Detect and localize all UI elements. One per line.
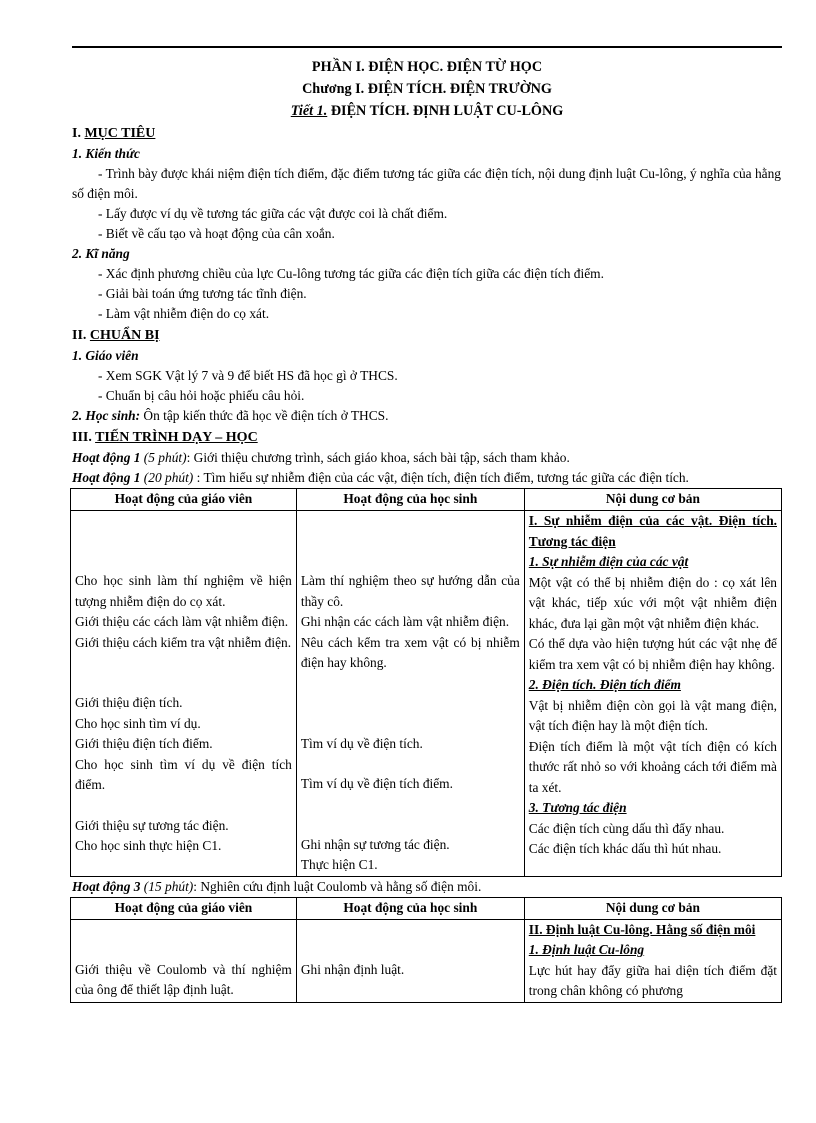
header-content: Nội dung cơ bản <box>524 897 781 919</box>
content-heading: I. Sự nhiễm điện của các vật. Điện tích. Tương tác điện <box>528 513 777 549</box>
activity-table-2 <box>70 897 782 1003</box>
student-cell <box>296 919 524 1002</box>
header-student: Hoạt động của học sinh <box>296 897 524 919</box>
activity-1 <box>72 448 782 468</box>
content-paragraph: Điện tích điểm là một vật tích điện có kích thước rất nhỏ so với khoảng cách tới điểm mà ta xét. <box>528 738 777 795</box>
content-paragraph: Có thể dựa vào hiện tượng hút các vật nhẹ để kiểm tra xem vật có bị nhiễm điện hay không. <box>528 636 777 672</box>
teacher-item-1: - Xem SGK Vật lý 7 và 9 để biết HS đã học gì ở THCS. <box>98 368 398 383</box>
chapter-title: Chương I. ĐIỆN TÍCH. ĐIỆN TRƯỜNG <box>302 81 552 97</box>
content-subheading: 1. Sự nhiễm điện của các vật <box>528 554 689 569</box>
activity-2 <box>72 468 782 488</box>
activity-label: Hoạt động 3 <box>72 878 141 894</box>
activity-text: : Nghiên cứu định luật Coulomb và hằng số điện môi. <box>193 878 482 894</box>
section-title: CHUẨN BỊ <box>89 328 160 343</box>
activity-time: (15 phút) <box>140 878 194 894</box>
teacher-step: Cho học sinh tìm ví dụ. <box>75 715 201 731</box>
part-title: PHẦN I. ĐIỆN HỌC. ĐIỆN TỪ HỌC <box>311 59 543 75</box>
teacher-step: Giới thiệu điện tích. <box>75 695 183 710</box>
student-step: Ghi nhận các cách làm vật nhiễm điện. <box>300 614 510 629</box>
content-paragraph: Lực hút hay đẩy giữa hai diện tích điểm đặt trong chân không có phương <box>528 962 777 998</box>
activity-label: Hoạt động 1 <box>72 450 141 465</box>
student-prep-label: 2. Học sinh: <box>72 408 141 423</box>
title-block <box>72 56 782 122</box>
activity-time: (20 phút) <box>140 470 194 485</box>
activity-table-1 <box>70 488 782 877</box>
table-row <box>71 919 782 1002</box>
section-title: MỤC TIÊU <box>84 126 156 141</box>
section-number: III. <box>72 430 96 445</box>
student-step: Ghi nhận sự tương tác điện. <box>300 836 450 852</box>
student-prep-text: Ôn tập kiến thức đã học về điện tích ở THCS. <box>140 408 389 423</box>
teacher-cell <box>71 511 297 877</box>
content-paragraph: Các điện tích cùng dấu thì đẩy nhau. <box>528 820 725 836</box>
header-teacher: Hoạt động của giáo viên <box>71 897 297 919</box>
document-page <box>72 44 782 1003</box>
content-paragraph: Vật bị nhiễm điện còn gọi là vật mang điện, vật tích điện hay là một điện tích. <box>528 697 777 733</box>
teacher-item-2: - Chuẩn bị câu hỏi hoặc phiếu câu hỏi. <box>98 388 305 403</box>
skill-item-2: - Giải bài toán ứng tương tác tĩnh điện. <box>98 286 307 301</box>
lesson-name: ĐIỆN TÍCH. ĐỊNH LUẬT CU-LÔNG <box>327 103 564 119</box>
student-cell <box>296 511 524 877</box>
teacher-step: Cho học sinh thực hiện C1. <box>75 838 222 853</box>
teacher-step: Cho học sinh tìm ví dụ về điện tích điểm. <box>75 756 292 792</box>
content-subheading: 2. Điện tích. Điện tích điểm <box>528 677 681 692</box>
teacher-cell <box>71 919 297 1002</box>
activity-text: : Tìm hiểu sự nhiễm điện của các vật, điện tích, điện tích điểm, tương tác giữa các điện tích. <box>193 470 689 485</box>
student-step: Tìm ví dụ về điện tích điểm. <box>300 776 453 791</box>
teacher-step: Cho học sinh làm thí nghiệm về hiện tượng nhiễm điện do cọ xát. <box>75 573 292 609</box>
student-step: Ghi nhận định luật. <box>300 961 405 977</box>
lesson-title <box>72 100 782 122</box>
section-title: TIẾN TRÌNH DẠY – HỌC <box>95 430 258 445</box>
content-cell <box>524 919 781 1002</box>
content-paragraph: Một vật có thể bị nhiễm điện do : cọ xát lên vật khác, tiếp xúc với một vật nhiễm điện khác, đưa lại gần một vật nhiễm điện khác. <box>528 574 777 631</box>
content-paragraph: Các điện tích khác dấu thì hút nhau. <box>528 841 722 856</box>
table-header-row <box>71 489 782 511</box>
content-cell <box>524 511 781 877</box>
knowledge-item-1: - Trình bày được khái niệm điện tích điểm, đặc điểm tương tác giữa các điện tích, nội dung định luật Cu-lông, ý nghĩa của hằng số điện môi. <box>72 166 782 201</box>
teacher-step: Giới thiệu về Coulomb và thí nghiệm của ông để thiết lập định luật. <box>75 961 292 997</box>
student-step: Làm thí nghiệm theo sự hướng dẫn của thầy cô. <box>300 573 520 609</box>
student-step: Tìm ví dụ về điện tích. <box>300 735 423 751</box>
header-student: Hoạt động của học sinh <box>296 489 524 511</box>
teacher-step: Giới thiệu sự tương tác điện. <box>75 817 229 833</box>
activity-time: (5 phút) <box>140 450 187 465</box>
skill-item-1: - Xác định phương chiều của lực Cu-lông tương tác giữa các điện tích giữa các điện tích điểm. <box>98 266 604 281</box>
header-teacher: Hoạt động của giáo viên <box>71 489 297 511</box>
teacher-step: Giới thiệu cách kiểm tra vật nhiễm điện. <box>75 634 292 650</box>
subsection-knowledge: 1. Kiến thức <box>72 146 140 161</box>
activity-text: : Giới thiệu chương trình, sách giáo khoa, sách bài tập, sách tham khảo. <box>186 450 570 465</box>
teacher-step: Giới thiệu điện tích điểm. <box>75 736 213 751</box>
activity-3 <box>72 877 782 897</box>
skill-item-3: - Làm vật nhiễm điện do cọ xát. <box>98 306 270 321</box>
content-subheading: 3. Tương tác điện <box>528 800 627 815</box>
section-number: II. <box>72 328 90 343</box>
content-subheading: 1. Định luật Cu-lông <box>528 942 645 957</box>
table-row <box>71 511 782 877</box>
activity-label: Hoạt động 1 <box>72 470 141 485</box>
section-process <box>72 428 782 448</box>
header-content: Nội dung cơ bản <box>524 489 781 511</box>
student-step: Nêu cách kểm tra xem vật có bị nhiễm điện hay không. <box>300 634 520 670</box>
teacher-step: Giới thiệu các cách làm vật nhiễm điện. <box>75 614 289 629</box>
section-number: I. <box>72 126 85 141</box>
student-step: Thực hiện C1. <box>300 857 378 872</box>
subsection-skills: 2. Kĩ năng <box>72 246 130 261</box>
knowledge-item-2: - Lấy được ví dụ về tương tác giữa các vật được coi là chất điểm. <box>98 206 448 221</box>
lesson-number: Tiết 1. <box>290 103 328 119</box>
knowledge-item-3: - Biết về cấu tạo và hoạt động của cân xoắn. <box>98 226 335 241</box>
content-heading: II. Định luật Cu-lông. Hằng số điện môi <box>528 921 756 937</box>
subsection-teacher: 1. Giáo viên <box>72 348 139 363</box>
table-header-row <box>71 897 782 919</box>
section-preparation <box>72 326 782 346</box>
section-objectives <box>72 124 782 144</box>
student-prep <box>72 406 782 426</box>
